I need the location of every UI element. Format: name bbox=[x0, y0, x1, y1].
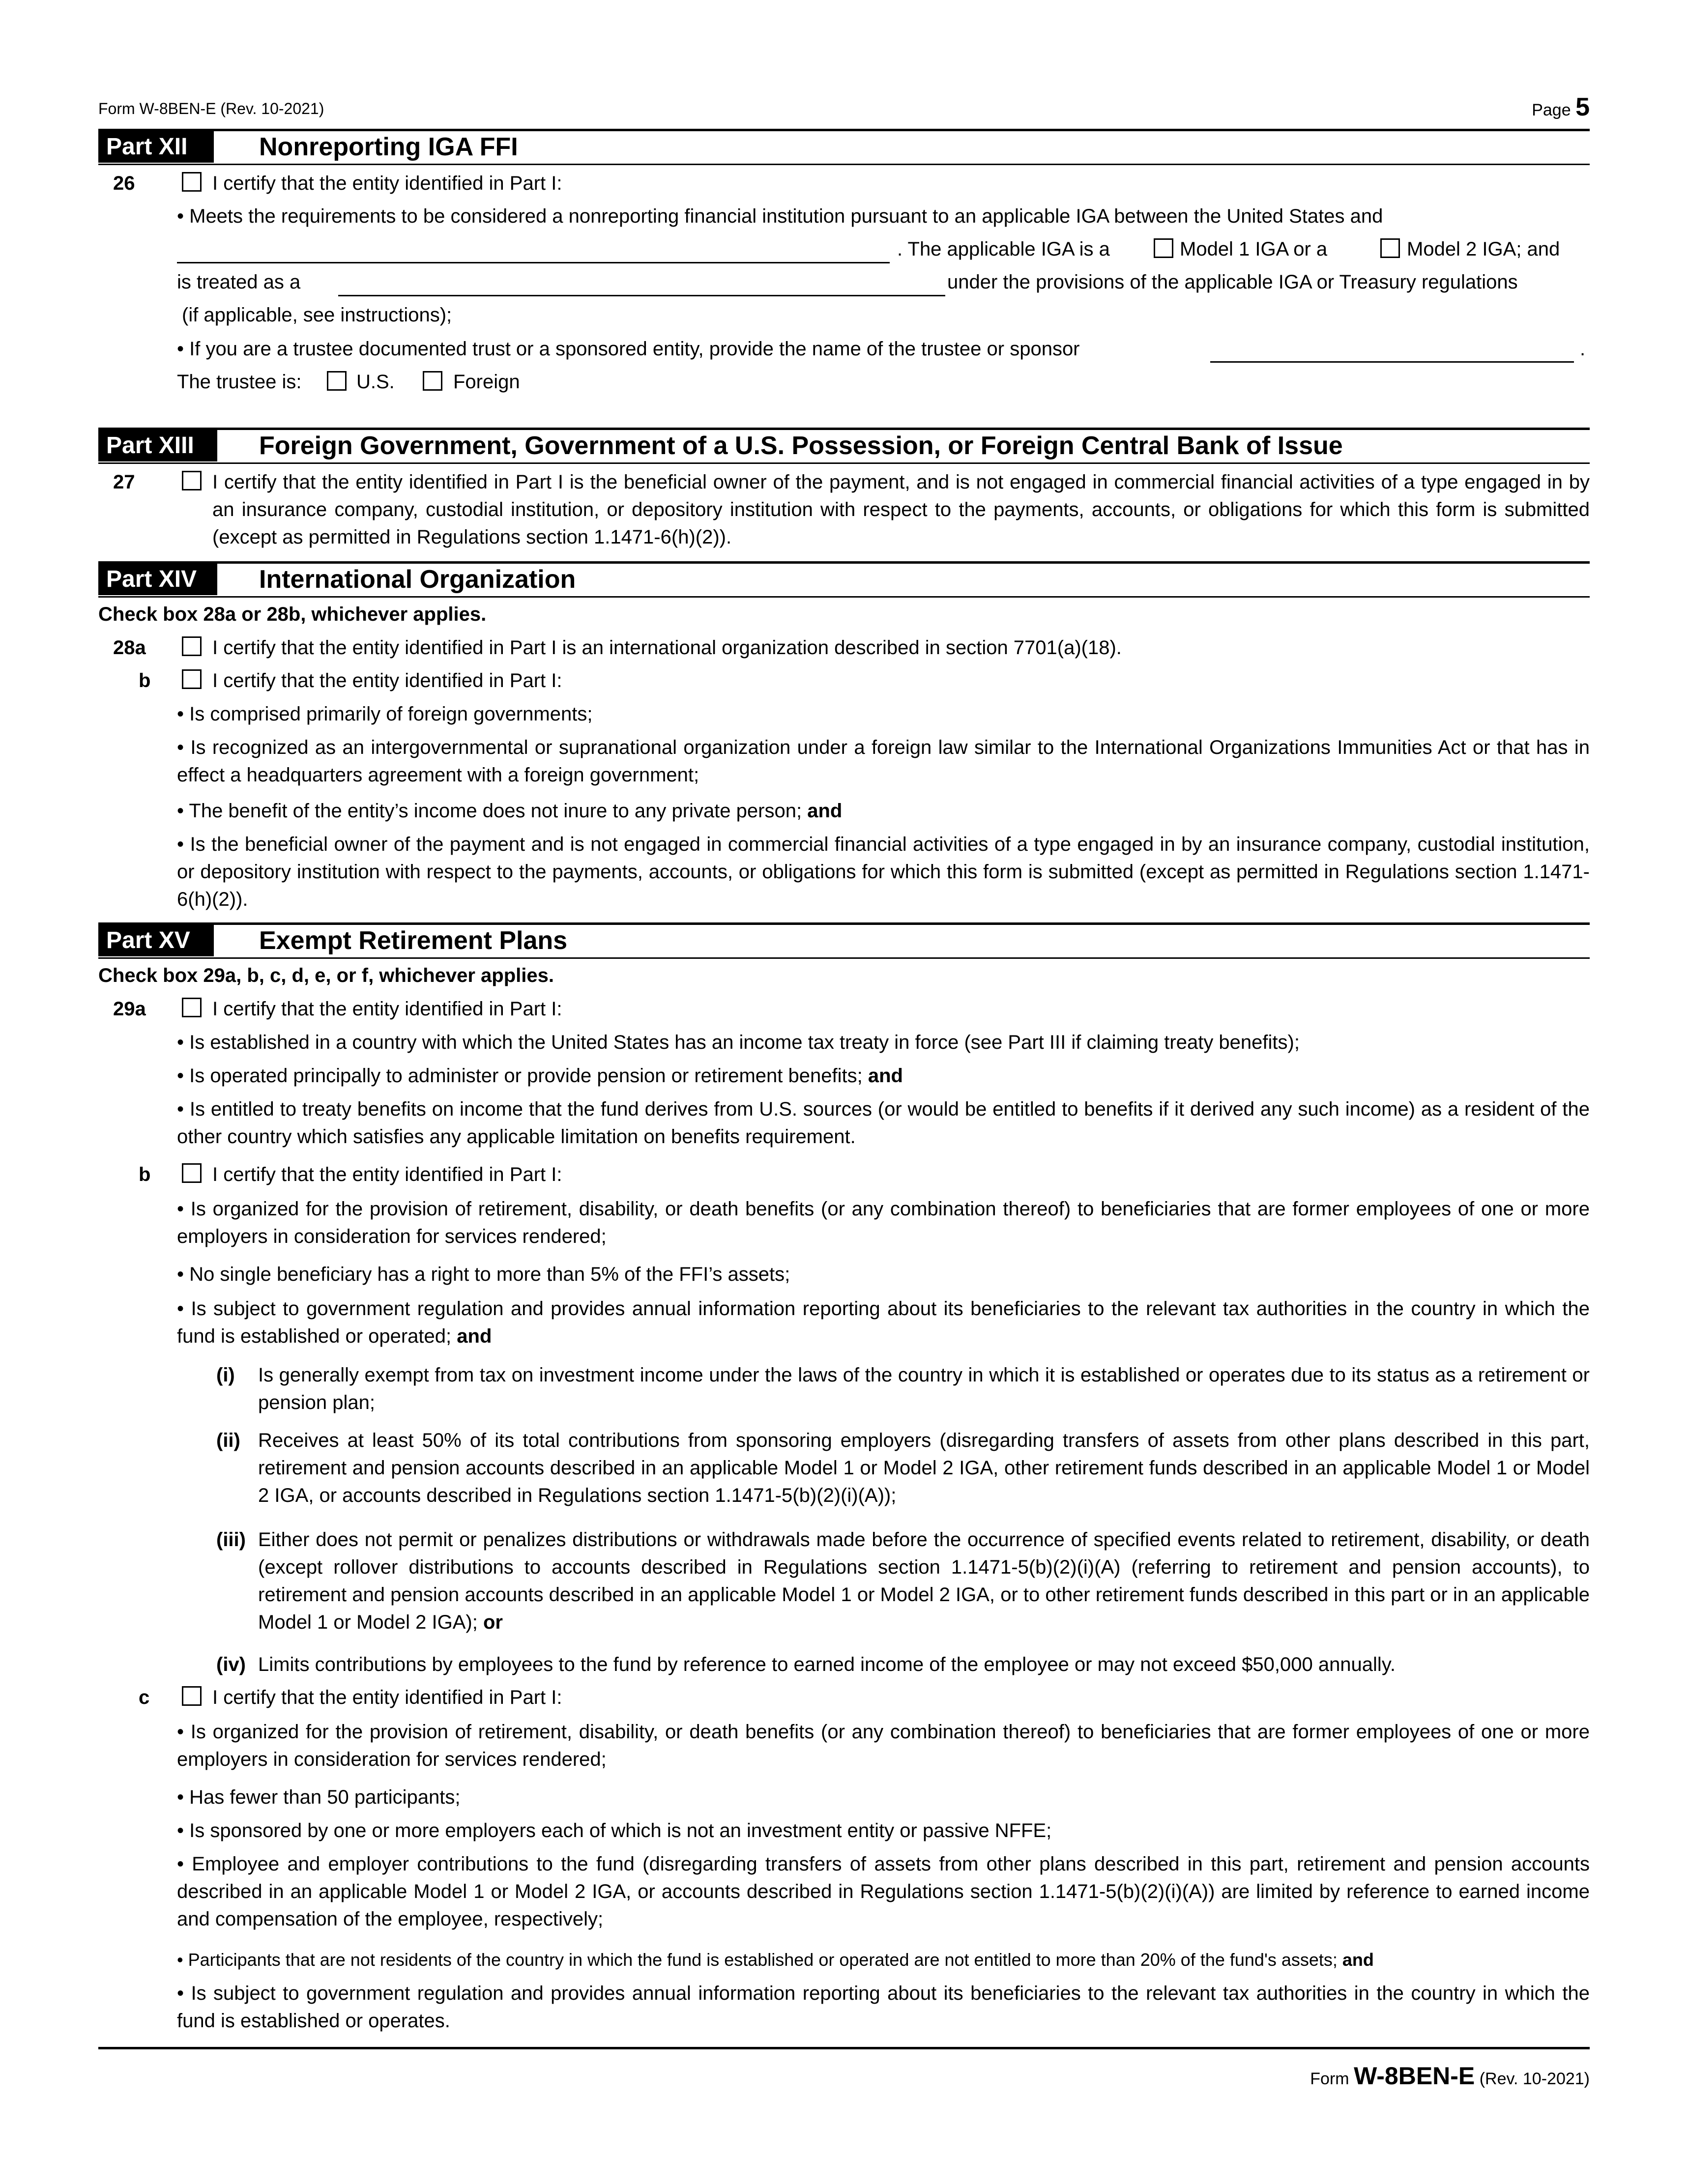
line-number: b bbox=[139, 670, 151, 691]
trustee-period: . bbox=[1580, 338, 1586, 360]
line-29a-checkbox[interactable] bbox=[182, 998, 202, 1017]
line-28a-checkbox[interactable] bbox=[182, 636, 202, 656]
line-number: b bbox=[139, 1164, 151, 1185]
bullet-text: • Is entitled to treaty benefits on income that the fund derives from U.S. sources (or would be entitled to benefits if it derived any such income) as a resident of the other country which satisfies any applicable limitation on benefits requirement. bbox=[177, 1098, 1590, 1148]
line-26-intro: I certify that the entity identified in Part I: bbox=[212, 172, 562, 194]
part-tag: Part XV bbox=[98, 925, 214, 956]
line-29b-checkbox[interactable] bbox=[182, 1163, 202, 1183]
line-number: 26 bbox=[113, 172, 135, 194]
bullet-body: • The benefit of the entity’s income does not inure to any private person; bbox=[177, 800, 802, 822]
bullet-trustee: • If you are a trustee documented trust or a sponsored entity, provide the name of the trustee or sponsor bbox=[177, 338, 1080, 360]
bullet-text: • Is comprised primarily of foreign governments; bbox=[177, 703, 593, 725]
part-tag: Part XII bbox=[98, 131, 214, 163]
sub-item-text: Receives at least 50% of its total contributions from sponsoring employers (disregarding transfers of assets from other plans described in this part, retirement and pension accounts described in an applicable Model 1 or Model 2 IGA, other retirement funds described in an applicable Model 1 or Model 2 IGA, or accounts described in Regulations section 1.1471-5(b)(2)(i)(A)); bbox=[258, 1430, 1590, 1506]
bullet-text: • Is organized for the provision of retirement, disability, or death benefits (or any combination thereof) to beneficiaries that are former employees of one or more employers in consideration for services rendered; bbox=[177, 1721, 1590, 1770]
page-number: 5 bbox=[1575, 93, 1590, 121]
footer-rev: (Rev. 10-2021) bbox=[1479, 2069, 1590, 2088]
part-xiv-header bbox=[98, 564, 1590, 595]
sub-item-body: Either does not permit or penalizes distributions or withdrawals made before the occurrence of specified events related to retirement, disability, or death (except rollover distributions to accounts described in Regulations section 1.1471-5(b)(2)(i)(A) (referring to retirement and pension accounts), to retirement and pension accounts described in an applicable Model 1 or Model 2 IGA, or to other retirement funds described in this part or in an applicable Model 1 or Model 2 IGA); bbox=[258, 1529, 1590, 1633]
sub-item-text bbox=[258, 1526, 1590, 1636]
bullet-and: and bbox=[457, 1325, 492, 1347]
part-rule bbox=[98, 596, 1590, 598]
check-note: Check box 29a, b, c, d, e, or f, whichever applies. bbox=[98, 965, 554, 986]
bullet-text: • Is subject to government regulation and provides annual information reporting about its beneficiaries to the relevant tax authorities in the country in which the fund is established or operates. bbox=[177, 1983, 1590, 2032]
line-number: 28a bbox=[113, 637, 146, 659]
sub-item-or: or bbox=[483, 1611, 503, 1633]
trustee-us-checkbox[interactable] bbox=[327, 371, 347, 391]
bullet-text: • Employee and employer contributions to the fund (disregarding transfers of assets from other plans described in this part, retirement and pension accounts described in an applicable Model 1 or Model 2 IGA, or accounts described in Regulations section 1.1471-5(b)(2)(i)(A)) are limited by reference to earned income and compensation of the employee, respectively; bbox=[177, 1853, 1590, 1930]
line-29c-text: I certify that the entity identified in Part I: bbox=[212, 1687, 562, 1708]
part-xv-header bbox=[98, 925, 1590, 956]
sub-item-number: (iv) bbox=[216, 1654, 246, 1675]
bullet-text: • Is organized for the provision of retirement, disability, or death benefits (or any combination thereof) to beneficiaries that are former employees of one or more employers in consideration for services rendered; bbox=[177, 1198, 1590, 1247]
trustee-us-label: U.S. bbox=[356, 371, 395, 393]
line-29c-checkbox[interactable] bbox=[182, 1686, 202, 1706]
bullet-text bbox=[177, 1062, 903, 1090]
model1-label: Model 1 IGA or a bbox=[1180, 238, 1328, 260]
line-28b-text: I certify that the entity identified in Part I: bbox=[212, 670, 562, 691]
under-provisions-label: under the provisions of the applicable IGA or Treasury regulations bbox=[947, 271, 1518, 293]
iga-country-field[interactable] bbox=[177, 262, 890, 263]
if-applicable-note: (if applicable, see instructions); bbox=[182, 304, 452, 326]
trustee-foreign-checkbox[interactable] bbox=[423, 371, 442, 391]
sub-item-number: (iii) bbox=[216, 1529, 246, 1551]
part-xii-header bbox=[98, 131, 1590, 163]
part-title: Nonreporting IGA FFI bbox=[259, 133, 518, 161]
part-rule bbox=[98, 462, 1590, 464]
bullet-text: • Is sponsored by one or more employers each of which is not an investment entity or passive NFFE; bbox=[177, 1820, 1052, 1841]
line-27-text: I certify that the entity identified in Part I is the beneficial owner of the payment, and is not engaged in commercial financial activities of a type engaged in by an insurance company, custodial institution, or depository institution with respect to the payments, accounts, or obligations for which this form is submitted (except as permitted in Regulations section 1.1471-6(h)(2)). bbox=[212, 471, 1590, 548]
line-number: 27 bbox=[113, 471, 135, 493]
form-page bbox=[98, 0, 1590, 2184]
sub-item-number: (ii) bbox=[216, 1430, 240, 1451]
bullet-text bbox=[177, 1295, 1590, 1350]
line-number: 29a bbox=[113, 998, 146, 1020]
line-27-checkbox[interactable] bbox=[182, 471, 202, 490]
line-29b-text: I certify that the entity identified in Part I: bbox=[212, 1164, 562, 1185]
bullet-text: • Has fewer than 50 participants; bbox=[177, 1786, 461, 1808]
footer-form-id bbox=[1310, 2062, 1590, 2090]
bullet-body: • Is operated principally to administer or provide pension or retirement benefits; bbox=[177, 1065, 863, 1087]
model2-label: Model 2 IGA; and bbox=[1407, 238, 1560, 260]
check-note: Check box 28a or 28b, whichever applies. bbox=[98, 603, 487, 625]
trustee-foreign-label: Foreign bbox=[453, 371, 520, 393]
model2-checkbox[interactable] bbox=[1380, 238, 1400, 258]
bullet-text bbox=[177, 1946, 1374, 1974]
part-title: Exempt Retirement Plans bbox=[259, 926, 568, 955]
bullet-and: and bbox=[807, 800, 843, 822]
model1-checkbox[interactable] bbox=[1154, 238, 1173, 258]
sub-item-number: (i) bbox=[216, 1364, 235, 1386]
sub-item-text: Is generally exempt from tax on investment income under the laws of the country in which it is established or operates due to its status as a retirement or pension plan; bbox=[258, 1364, 1590, 1413]
bullet-and: and bbox=[868, 1065, 903, 1087]
trustee-name-field[interactable] bbox=[1210, 361, 1574, 363]
part-tag: Part XIV bbox=[98, 564, 217, 595]
bullet-text: • Is the beneficial owner of the payment and is not engaged in commercial financial activities of a type engaged in by an insurance company, custodial institution, or depository institution with respect to the payments, accounts, or obligations for which this form is submitted (except as permitted in Regulations section 1.1471-6(h)(2)). bbox=[177, 833, 1590, 910]
line-28a-text: I certify that the entity identified in Part I is an international organization described in section 7701(a)(18). bbox=[212, 637, 1122, 659]
part-title: Foreign Government, Government of a U.S. Possession, or Foreign Central Bank of Issue bbox=[259, 431, 1343, 460]
bullet-and: and bbox=[1342, 1950, 1374, 1970]
page-number-header bbox=[1532, 92, 1590, 122]
part-rule bbox=[98, 164, 1590, 165]
line-29a-text: I certify that the entity identified in Part I: bbox=[212, 998, 562, 1020]
sub-item-text: Limits contributions by employees to the fund by reference to earned income of the employee or may not exceed $50,000 annually. bbox=[258, 1654, 1396, 1675]
bullet-text: • No single beneficiary has a right to more than 5% of the FFI’s assets; bbox=[177, 1264, 790, 1285]
bullet-nonreporting: • Meets the requirements to be considered a nonreporting financial institution pursuant to an applicable IGA between the United States and bbox=[177, 205, 1383, 227]
part-title: International Organization bbox=[259, 565, 576, 594]
treated-as-field[interactable] bbox=[338, 295, 945, 296]
page-label: Page bbox=[1532, 101, 1571, 119]
line-28b-checkbox[interactable] bbox=[182, 669, 202, 689]
bullet-text bbox=[177, 797, 842, 825]
form-id-header: Form W-8BEN-E (Rev. 10-2021) bbox=[98, 100, 324, 117]
applicable-iga-label: . The applicable IGA is a bbox=[897, 238, 1110, 260]
line-number: c bbox=[139, 1687, 150, 1708]
part-xiii-header bbox=[98, 430, 1590, 461]
bullet-text: • Is recognized as an intergovernmental or supranational organization under a foreign law similar to the International Organizations Immunities Act or that has in effect a headquarters agreement with a foreign government; bbox=[177, 737, 1590, 786]
bullet-body: • Is subject to government regulation and provides annual information reporting about its beneficiaries to the relevant tax authorities in the country in which the fund is established or operated; bbox=[177, 1298, 1590, 1347]
footer-rule bbox=[98, 2047, 1590, 2049]
part-rule bbox=[98, 957, 1590, 959]
bullet-text: • Is established in a country with which the United States has an income tax treaty in force (see Part III if claiming treaty benefits); bbox=[177, 1032, 1300, 1053]
trustee-is-label: The trustee is: bbox=[177, 371, 302, 393]
part-tag: Part XIII bbox=[98, 430, 217, 461]
treated-as-label: is treated as a bbox=[177, 271, 301, 293]
bullet-body: • Participants that are not residents of the country in which the fund is established or operated are not entitled to more than 20% of the fund's assets; bbox=[177, 1950, 1338, 1970]
footer-form-label: Form bbox=[1310, 2069, 1349, 2088]
line-26-checkbox[interactable] bbox=[182, 172, 202, 192]
footer-form-name: W-8BEN-E bbox=[1354, 2062, 1475, 2090]
